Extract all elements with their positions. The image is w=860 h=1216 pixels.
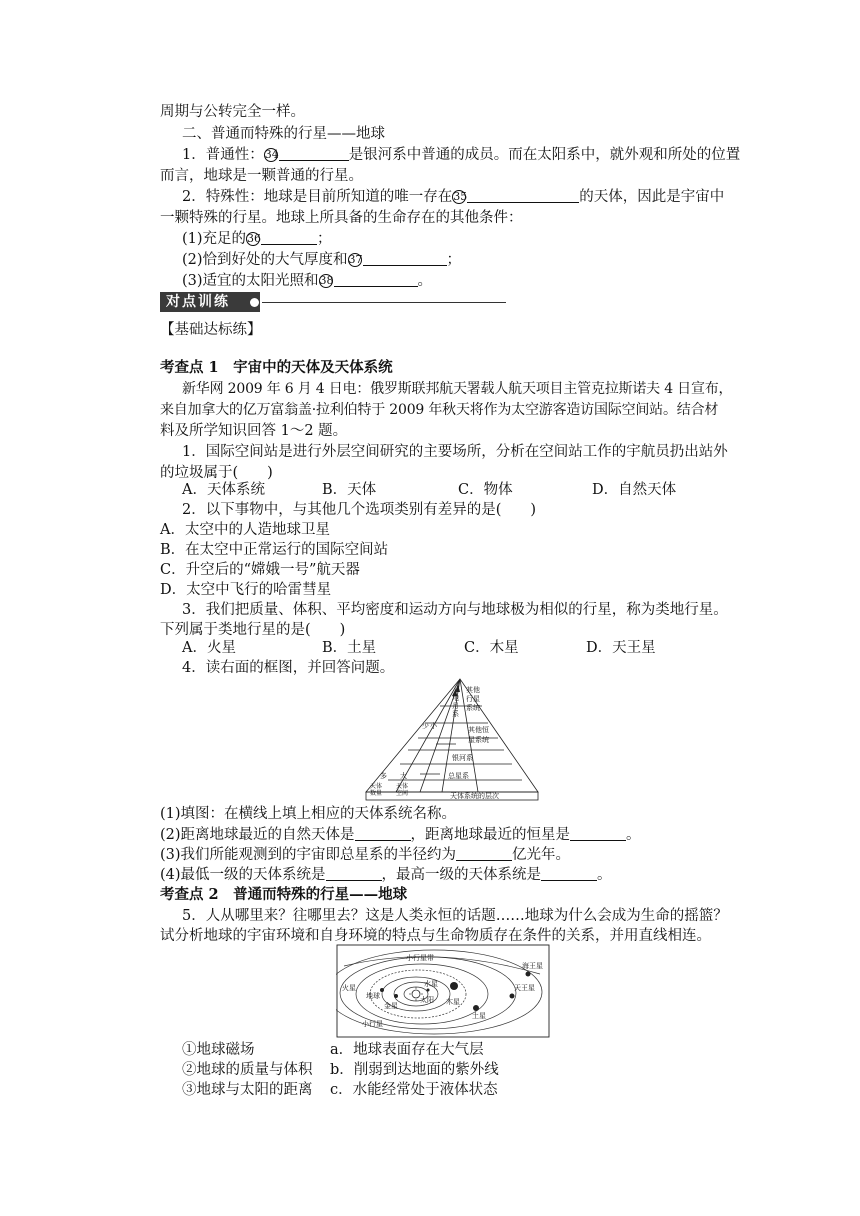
- option-a: A．火星: [182, 640, 236, 656]
- answer-blank: [279, 146, 349, 161]
- marker-38: 38: [319, 274, 334, 287]
- text-line: 2．特殊性：地球是目前所知道的唯一存在35 的天体，因此是宇宙中: [182, 189, 725, 205]
- q1-options: [182, 480, 782, 500]
- pyramid-label: 系: [452, 710, 459, 718]
- answer-blank: [467, 188, 579, 203]
- option-d: D．自然天体: [592, 482, 677, 498]
- text-line: 料及所学知识回答 1～2 题。: [160, 423, 348, 439]
- text-line: 一颗特殊的行星。地球上所具备的生命存在的其他条件：: [160, 210, 523, 226]
- text-line: 来自加拿大的亿万富翁盖·拉利伯特于 2009 年秋天将作为太空游客造访国际空间站。结合材: [160, 402, 719, 418]
- text-line: (3)适宜的太阳光照和38 。: [182, 273, 433, 289]
- text-line: (2)距离地球最近的自然天体是 ，距离地球最近的恒星是 。: [160, 827, 641, 843]
- text-line: 的垃圾属于( ): [160, 465, 273, 481]
- marker-36: 36: [247, 232, 262, 245]
- pyramid-label: 天体: [370, 783, 383, 790]
- planet-label: 金星: [384, 1002, 398, 1010]
- topic-heading: 考查点 1 宇宙中的天体及天体系统: [160, 359, 393, 376]
- match-left: ③地球与太阳的距离: [182, 1082, 313, 1098]
- planet-label: 天王星: [514, 984, 535, 992]
- answer-blank: [363, 251, 447, 266]
- pyramid-label: 天体系统的层次: [450, 792, 499, 800]
- match-row: [182, 1060, 782, 1080]
- text-line: 试分析地球的宇宙环境和自身环境的特点与生命物质存在条件的关系，并用直线相连。: [160, 928, 711, 944]
- text-line: 周期与公转完全一样。: [160, 104, 305, 120]
- pyramid-label: 星系统: [468, 736, 489, 744]
- match-row: [182, 1080, 782, 1100]
- q3-options: [182, 638, 782, 658]
- pyramid-label: 多: [380, 772, 387, 780]
- pyramid-label: 小: [430, 722, 437, 730]
- planet-label: 土星: [472, 1012, 486, 1020]
- subsection-label: 【基础达标练】: [160, 322, 262, 338]
- option-b: B．土星: [322, 640, 377, 656]
- question-5: 5．人从哪里来？往哪里去？这是人类永恒的话题……地球为什么会成为生命的摇篮？: [182, 908, 728, 924]
- match-left: ②地球的质量与体积: [182, 1062, 313, 1078]
- option-c: C．升空后的“嫦娥一号”航天器: [160, 562, 360, 578]
- marker-34: 34: [264, 148, 279, 161]
- pyramid-label: 地: [452, 694, 459, 702]
- planet-label: 海王星: [522, 962, 543, 970]
- celestial-system-pyramid-figure: [360, 676, 542, 802]
- answer-blank: [334, 272, 418, 287]
- marker-35: 35: [453, 190, 468, 203]
- text-line: 而言，地球是一颗普通的行星。: [160, 168, 363, 184]
- match-right: b．削弱到达地面的紫外线: [330, 1062, 499, 1078]
- match-left: ①地球磁场: [182, 1042, 255, 1058]
- option-b: B．天体: [322, 482, 377, 498]
- solar-system-figure: [336, 944, 550, 1038]
- option-d: D．太空中飞行的哈雷彗星: [160, 582, 332, 598]
- answer-blank: [261, 230, 317, 245]
- match-row: [182, 1040, 782, 1060]
- pyramid-label: 月: [452, 702, 459, 710]
- text-line: (3)我们所能观测到的宇宙即总星系的半径约为 亿光年。: [160, 847, 571, 863]
- pyramid-label: 其他: [466, 686, 480, 694]
- answer-blank: [326, 866, 382, 881]
- planet-label: 木星: [446, 998, 460, 1006]
- text-line: 1．普通性：34 是银河系中普通的成员。而在太阳系中，就外观和所处的位置: [182, 147, 741, 163]
- answer-blank: [355, 826, 411, 841]
- pyramid-label: 其他恒: [468, 726, 489, 734]
- text-line: (1)充足的36 ；: [182, 231, 332, 247]
- banner-dot: [250, 298, 259, 307]
- pyramid-label: 少: [422, 722, 429, 730]
- question-1: 1．国际空间站是进行外层空间研究的主要场所，分析在空间站工作的宇航员扔出站外: [182, 444, 728, 460]
- planet-label: 太阳: [420, 996, 434, 1004]
- pyramid-label: 大: [400, 772, 407, 780]
- pyramid-label: 系统: [466, 704, 480, 712]
- option-b: B．在太空中正常运行的国际空间站: [160, 542, 389, 558]
- text-line: 下列属于类地行星的是( ): [160, 622, 346, 638]
- option-a: A．天体系统: [182, 482, 265, 498]
- banner-rule: [262, 302, 506, 303]
- answer-blank: [541, 866, 597, 881]
- question-2: 2．以下事物中，与其他几个选项类别有差异的是( ): [182, 502, 537, 518]
- text-line: (2)恰到好处的大气厚度和37 ；: [182, 252, 462, 268]
- section-heading: 二、普通而特殊的行星——地球: [182, 126, 385, 142]
- asteroid-label: 小行星: [362, 1020, 383, 1028]
- asteroid-belt-label: 小行星带: [406, 954, 434, 962]
- question-3: 3．我们把质量、体积、平均密度和运动方向与地球极为相似的行星，称为类地行星。: [182, 602, 728, 618]
- text-line: (1)填图：在横线上填上相应的天体系统名称。: [160, 806, 457, 822]
- option-c: C．木星: [464, 640, 519, 656]
- pyramid-label: 总星系: [448, 772, 469, 780]
- answer-blank: [456, 846, 512, 861]
- pyramid-label: 天体: [396, 783, 409, 790]
- question-4: 4．读右面的框图，并回答问题。: [182, 660, 395, 676]
- match-right: a．地球表面存在大气层: [330, 1042, 484, 1058]
- option-c: C．物体: [458, 482, 513, 498]
- planet-label: 地球: [366, 992, 380, 1000]
- topic-heading: 考查点 2 普通而特殊的行星——地球: [160, 886, 408, 903]
- section-banner: 对点训练: [160, 292, 260, 312]
- pyramid-label: 行星: [466, 695, 480, 703]
- text-line: 新华网 2009 年 6 月 4 日电：俄罗斯联邦航天署载人航天项目主管克拉斯诺夫 4 日宣布，: [182, 381, 733, 397]
- option-a: A．太空中的人造地球卫星: [160, 522, 330, 538]
- planet-label: 水星: [424, 980, 438, 988]
- option-d: D．天王星: [586, 640, 656, 656]
- pyramid-label: 数量: [370, 790, 383, 797]
- text-line: (4)最低一级的天体系统是 ，最高一级的天体系统是 。: [160, 867, 612, 883]
- match-right: c．水能经常处于液体状态: [330, 1082, 498, 1098]
- marker-37: 37: [348, 253, 363, 266]
- pyramid-label: 银河系: [452, 754, 473, 762]
- answer-blank: [570, 826, 626, 841]
- pyramid-label: 空间: [396, 790, 409, 797]
- planet-label: 火星: [342, 984, 356, 992]
